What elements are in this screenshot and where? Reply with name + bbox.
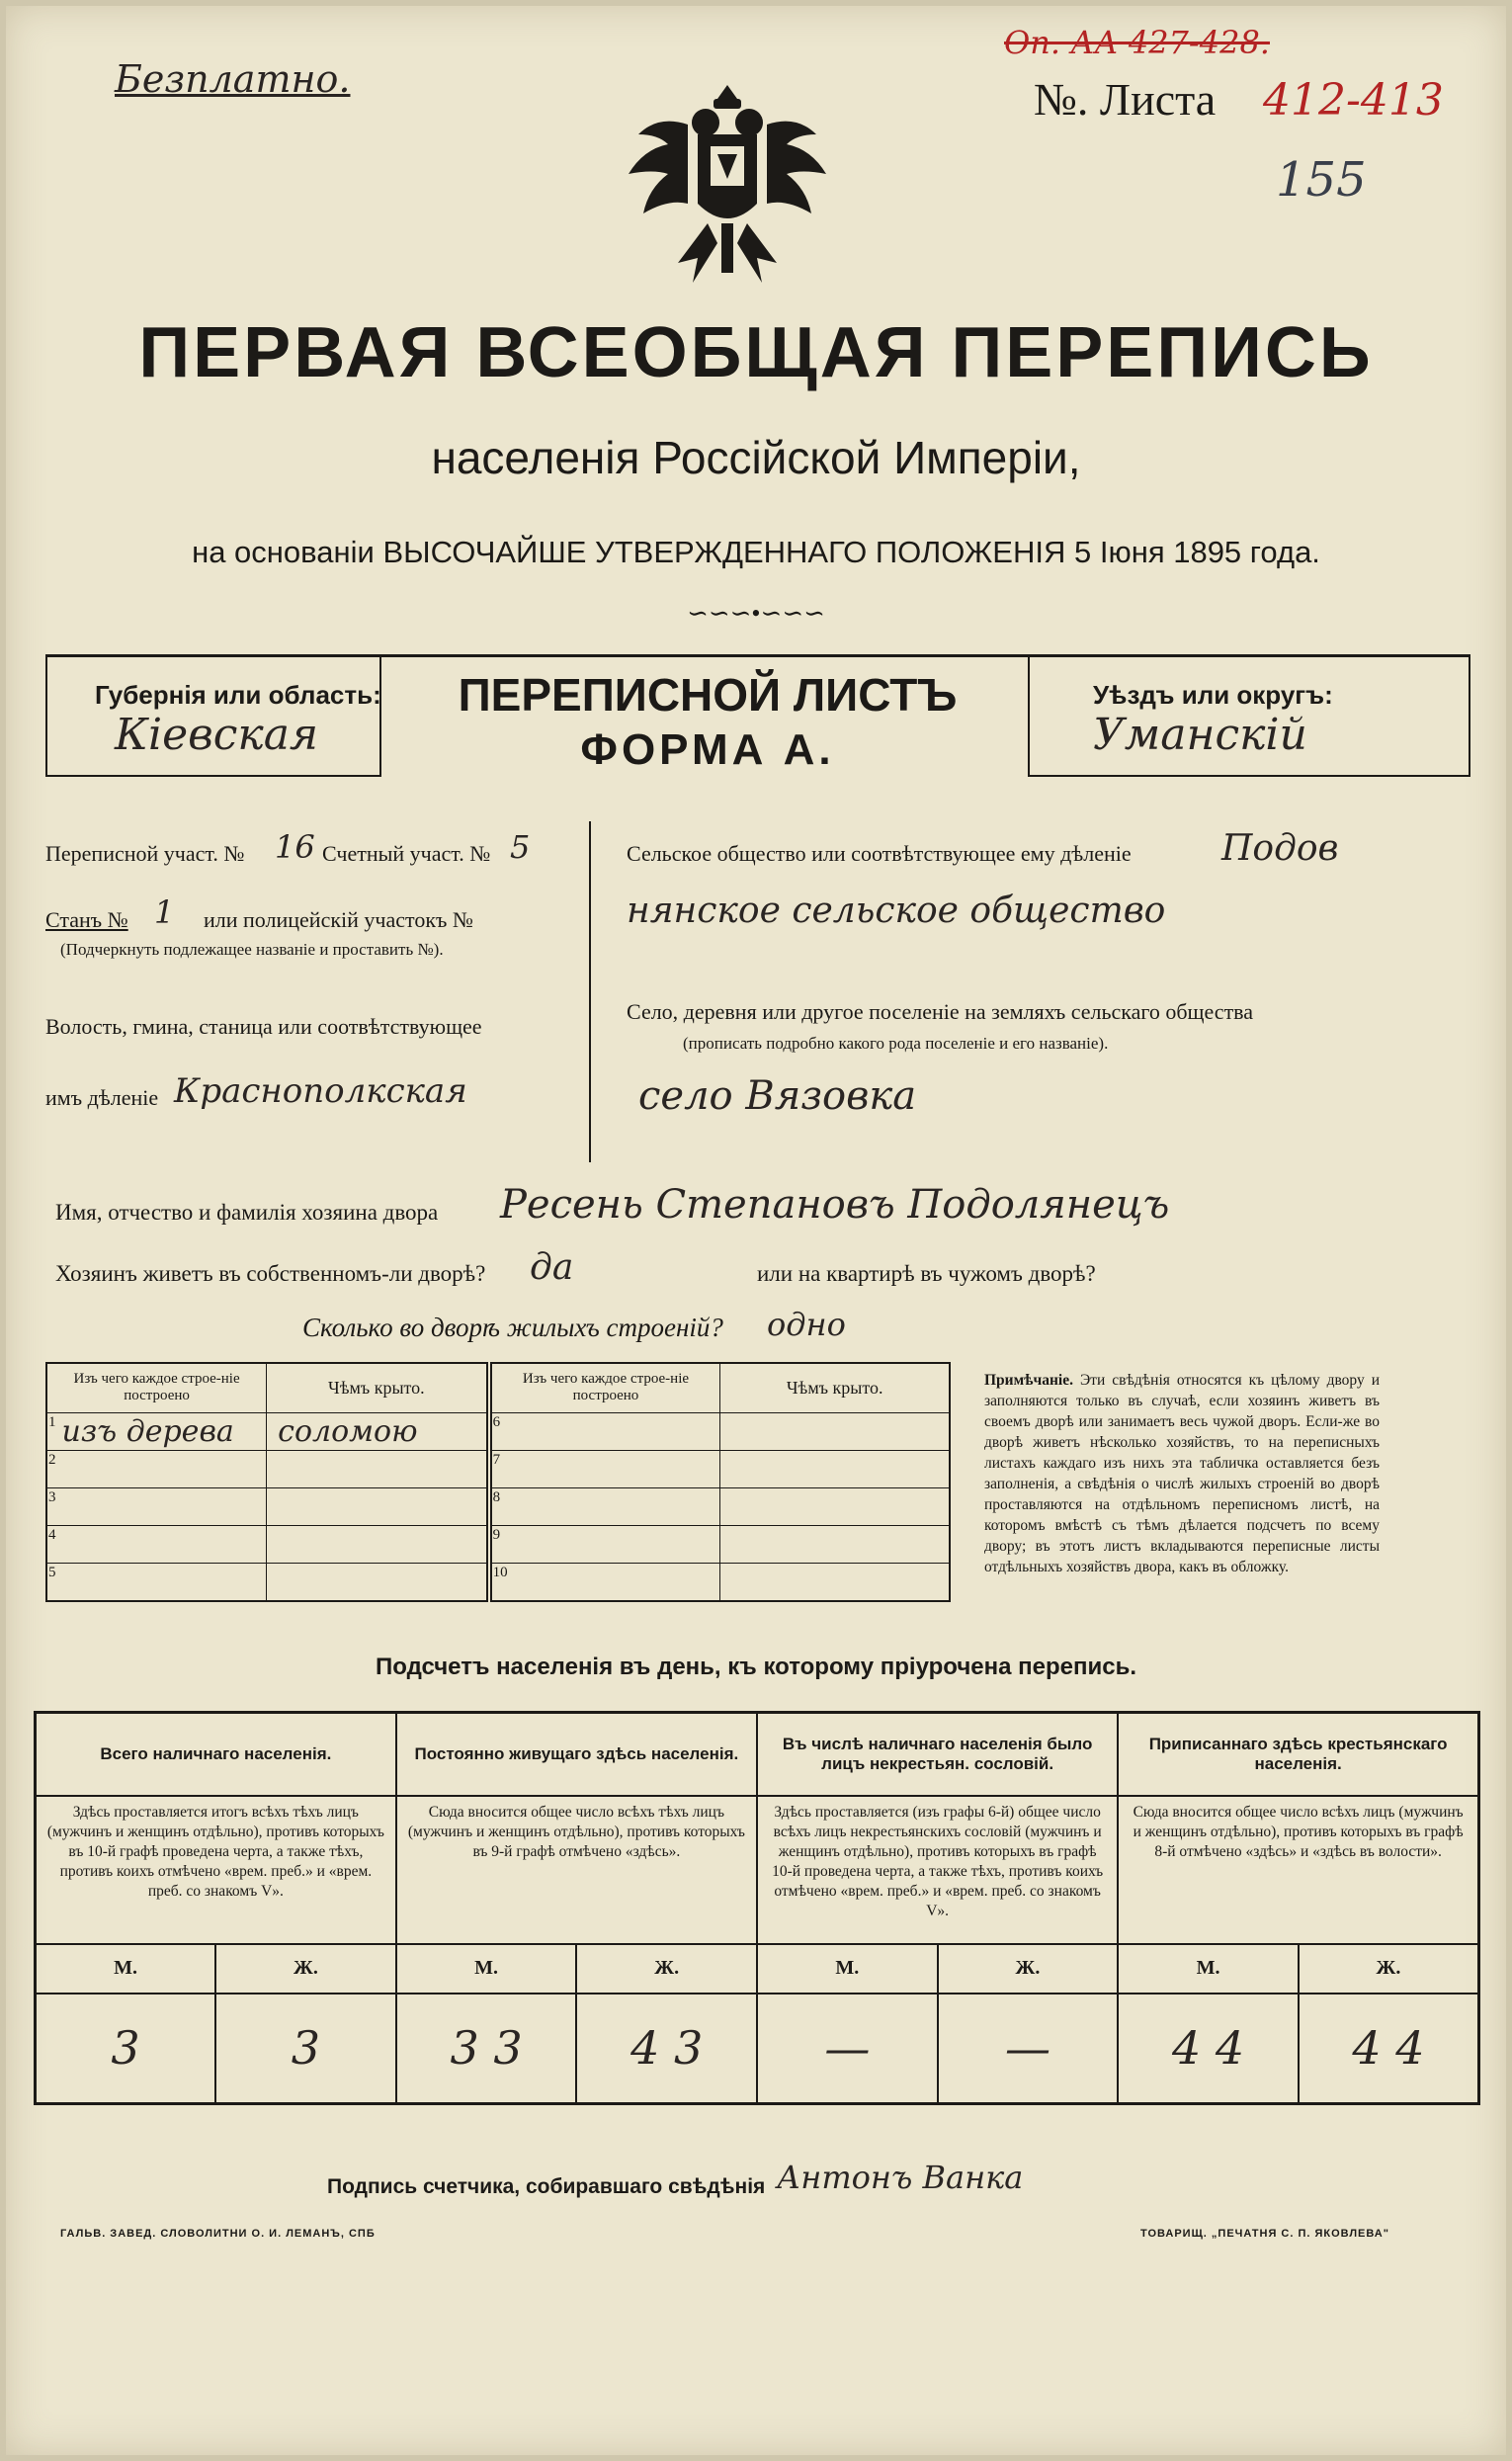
population-col-desc: Здѣсь проставляется итогъ всѣхъ тѣхъ лицъ (мужчинъ и женщинъ отдѣльно), противъ которыхъ въ 10-й графѣ проведена черта, а также тѣхъ, противъ коихъ отмѣчено «врем. преб.» и «врем. преб. со знакомъ V».	[36, 1796, 396, 1944]
building-material-cell	[489, 1487, 720, 1525]
population-table	[34, 1711, 1480, 2105]
subtitle: населенія Россійской Имперіи,	[431, 432, 1081, 483]
buildings-label: Сколько во дворѣ жилыхъ строеній?	[302, 1313, 723, 1342]
own-yard-value: да	[530, 1247, 574, 1288]
village-value: село Вязовка	[638, 1073, 917, 1119]
roof-material-cell	[267, 1412, 489, 1450]
district-value: Уманскій	[1093, 710, 1307, 760]
row-number: 4	[48, 1526, 56, 1543]
buildings-row	[46, 1450, 950, 1487]
page-number: 155	[1276, 152, 1367, 208]
census-section-label: Переписной участ. №	[45, 841, 245, 866]
row-number: 5	[48, 1564, 56, 1580]
owner-name-value: Ресень Степановъ Подолянецъ	[500, 1182, 1170, 1228]
own-yard-label: Хозяинъ живетъ въ собственномъ-ли дворѣ?	[55, 1261, 486, 1286]
roof-material-value	[721, 1414, 731, 1449]
female-header: Ж.	[576, 1944, 757, 1994]
society-label: Сельское общество или соотвѣтствующее ему дѣленіе	[627, 841, 1132, 866]
female-count: —	[938, 1994, 1119, 2104]
roof-material-cell	[720, 1450, 950, 1487]
male-count: 4 4	[1118, 1994, 1299, 2104]
population-heading: Подсчетъ населенія въ день, къ которому пріурочена перепись.	[376, 1654, 1136, 1680]
population-col-title: Приписаннаго здѣсь крестьянскаго населенія.	[1118, 1713, 1478, 1796]
male-header: М.	[36, 1944, 216, 1994]
buildings-value: одно	[767, 1306, 846, 1343]
row-number: 8	[492, 1488, 501, 1505]
footer-right-printer: ТОВАРИЩ. „ПЕЧАТНЯ С. П. ЯКОВЛЕВА"	[1140, 2228, 1389, 2240]
sheet-number-value: 412-413	[1263, 75, 1444, 126]
female-count: 4 3	[576, 1994, 757, 2104]
owner-name-label: Имя, отчество и фамилія хозяина двора	[55, 1200, 439, 1225]
building-material-cell	[46, 1487, 267, 1525]
stan-label: Станъ №	[45, 907, 128, 932]
population-col-title: Постоянно живущаго здѣсь населенія.	[396, 1713, 757, 1796]
sheet-number-label: №. Листа	[1034, 74, 1217, 125]
note-heading: Примѣчаніе.	[984, 1372, 1073, 1389]
roof-material-value	[268, 1527, 278, 1562]
row-number: 10	[492, 1564, 508, 1580]
building-material-value: изъ дерева	[61, 1413, 234, 1449]
roof-material-value: соломою	[278, 1413, 418, 1449]
province-label: Губернія или область:	[95, 680, 381, 710]
buildings-row	[46, 1525, 950, 1563]
buildings-row	[46, 1487, 950, 1525]
female-count: 3	[215, 1994, 396, 2104]
form-name: ФОРМА А.	[580, 725, 835, 774]
roof-material-value	[721, 1489, 731, 1524]
building-material-cell	[489, 1450, 720, 1487]
row-number: 6	[492, 1413, 501, 1430]
signature-label: Подпись счетчика, собиравшаго свѣдѣнія	[327, 2175, 766, 2198]
male-count: 3	[36, 1994, 216, 2104]
census-sheet	[6, 6, 1506, 2455]
roof-material-cell	[720, 1487, 950, 1525]
stan-value: 1	[154, 893, 175, 931]
rented-label: или на квартирѣ въ чужомъ дворѣ?	[757, 1261, 1096, 1286]
roof-material-cell	[720, 1525, 950, 1563]
population-col-desc: Здѣсь проставляется (изъ графы 6-й) общее число всѣхъ лицъ некрестьянскихъ сословій (мужчинъ и женщинъ отдѣльно), противъ которыхъ въ графѣ 10-й проведена черта, а также тѣхъ, противъ коихъ отмѣчено «врем. преб.» и «врем. преб. со знакомъ V».	[757, 1796, 1118, 1944]
province-value: Кіевская	[115, 710, 319, 760]
police-label: или полицейскій участокъ №	[204, 907, 473, 932]
volost-label: Волость, гмина, станица или соотвѣтствующее	[45, 1014, 482, 1039]
building-material-cell	[489, 1563, 720, 1601]
basis-line: на основаніи ВЫСОЧАЙШЕ УТВЕРЖДЕННАГО ПОЛОЖЕНІЯ 5 Іюня 1895 года.	[192, 535, 1320, 569]
village-note: (прописать подробно какого рода поселеніе и его названіе).	[683, 1034, 1109, 1053]
male-header: М.	[757, 1944, 938, 1994]
roof-material-cell	[267, 1487, 489, 1525]
note-block	[984, 1370, 1380, 1577]
block-separator	[589, 821, 591, 1162]
village-label: Село, деревня или другое поселеніе на земляхъ сельскаго общества	[627, 999, 1254, 1024]
population-col-title: Въ числѣ наличнаго населенія было лицъ некрестьян. сословій.	[757, 1713, 1118, 1796]
roof-material-value	[721, 1527, 731, 1562]
society-value-2: нянское сельское общество	[627, 891, 1166, 931]
row-number: 3	[48, 1488, 56, 1505]
roof-material-value	[268, 1452, 278, 1486]
roof-material-value	[721, 1565, 731, 1599]
footer-left-printer: ГАЛЬВ. ЗАВЕД. СЛОВОЛИТНИ О. И. ЛЕМАНЪ, СПБ	[60, 2228, 376, 2240]
census-section-value: 16	[275, 828, 315, 866]
col-built-of-right: Изъ чего каждое строе-ніе построено	[489, 1363, 720, 1412]
ornament-divider: ∽∽∽•∽∽∽	[687, 599, 825, 628]
population-col-title: Всего наличнаго населенія.	[36, 1713, 396, 1796]
population-col-desc: Сюда вносится общее число всѣхъ тѣхъ лицъ (мужчинъ и женщинъ отдѣльно), противъ которыхъ въ 9-й графѣ отмѣчено «здѣсь».	[396, 1796, 757, 1944]
row-number: 9	[492, 1526, 501, 1543]
imperial-eagle-emblem	[619, 75, 836, 293]
buildings-row	[46, 1563, 950, 1601]
population-col-desc: Сюда вносится общее число всѣхъ лицъ (мужчинъ и женщинъ отдѣльно), противъ которыхъ въ графѣ 8-й отмѣчено «здѣсь» и «здѣсь въ волости».	[1118, 1796, 1478, 1944]
note-text: Эти свѣдѣнія относятся къ цѣлому двору и заполняются только въ случаѣ, если хозяинъ живетъ въ своемъ дворѣ или занимаетъ весь чужой дворъ. Если-же во дворѣ живетъ нѣсколько хозяйствъ, то на переписныхъ листахъ каждаго изъ нихъ эта табличка оставляется безъ заполненія, а свѣдѣнія о числѣ жилыхъ строеній во дворѣ проставляются на отдѣльномъ переписномъ листѣ, на которомъ вмѣстѣ съ тѣмъ дѣлается подсчетъ по всему двору; въ этотъ листъ вкладываются переписные листы отдѣльныхъ хозяйствъ двора, какъ въ обложку.	[984, 1372, 1381, 1575]
female-header: Ж.	[1299, 1944, 1479, 1994]
society-value-1: Подов	[1221, 828, 1339, 869]
division-value: Краснополкская	[174, 1071, 467, 1111]
building-material-cell	[489, 1412, 720, 1450]
roof-material-value	[721, 1452, 731, 1486]
form-title: ПЕРЕПИСНОЙ ЛИСТЪ	[458, 669, 958, 721]
district-label: Уѣздъ или округъ:	[1093, 680, 1333, 710]
count-section-value: 5	[510, 828, 531, 866]
female-count: 4 4	[1299, 1994, 1479, 2104]
row-number: 1	[48, 1413, 56, 1430]
roof-material-cell	[720, 1412, 950, 1450]
building-material-cell	[46, 1412, 267, 1450]
male-header: М.	[1118, 1944, 1299, 1994]
buildings-table	[45, 1362, 951, 1602]
building-material-cell	[46, 1450, 267, 1487]
division-label: имъ дѣленіе	[45, 1085, 159, 1110]
row-number: 2	[48, 1451, 56, 1468]
female-header: Ж.	[938, 1944, 1119, 1994]
col-roofed-right: Чѣмъ крыто.	[720, 1363, 950, 1412]
building-material-cell	[46, 1563, 267, 1601]
male-count: —	[757, 1994, 938, 2104]
roof-material-cell	[720, 1563, 950, 1601]
male-header: М.	[396, 1944, 577, 1994]
building-material-cell	[489, 1525, 720, 1563]
signature-value: Антонъ Ванка	[777, 2159, 1024, 2196]
roof-material-cell	[267, 1563, 489, 1601]
buildings-row	[46, 1412, 950, 1450]
row-number: 7	[492, 1451, 501, 1468]
col-built-of-left: Изъ чего каждое строе-ніе построено	[46, 1363, 267, 1412]
roof-material-value	[268, 1565, 278, 1599]
roof-material-value	[268, 1489, 278, 1524]
roof-material-cell	[267, 1525, 489, 1563]
roof-material-cell	[267, 1450, 489, 1487]
male-count: 3 3	[396, 1994, 577, 2104]
stan-note: (Подчеркнуть подлежащее названіе и проставить №).	[60, 940, 444, 959]
archive-ref: Оп. АА 427-428.	[1004, 24, 1270, 61]
col-roofed-left: Чѣмъ крыто.	[267, 1363, 489, 1412]
count-section-label: Счетный участ. №	[322, 841, 491, 866]
free-label: Безплатно.	[115, 57, 351, 101]
building-material-cell	[46, 1525, 267, 1563]
female-header: Ж.	[215, 1944, 396, 1994]
main-title: ПЕРВАЯ ВСЕОБЩАЯ ПЕРЕПИСЬ	[138, 313, 1374, 392]
